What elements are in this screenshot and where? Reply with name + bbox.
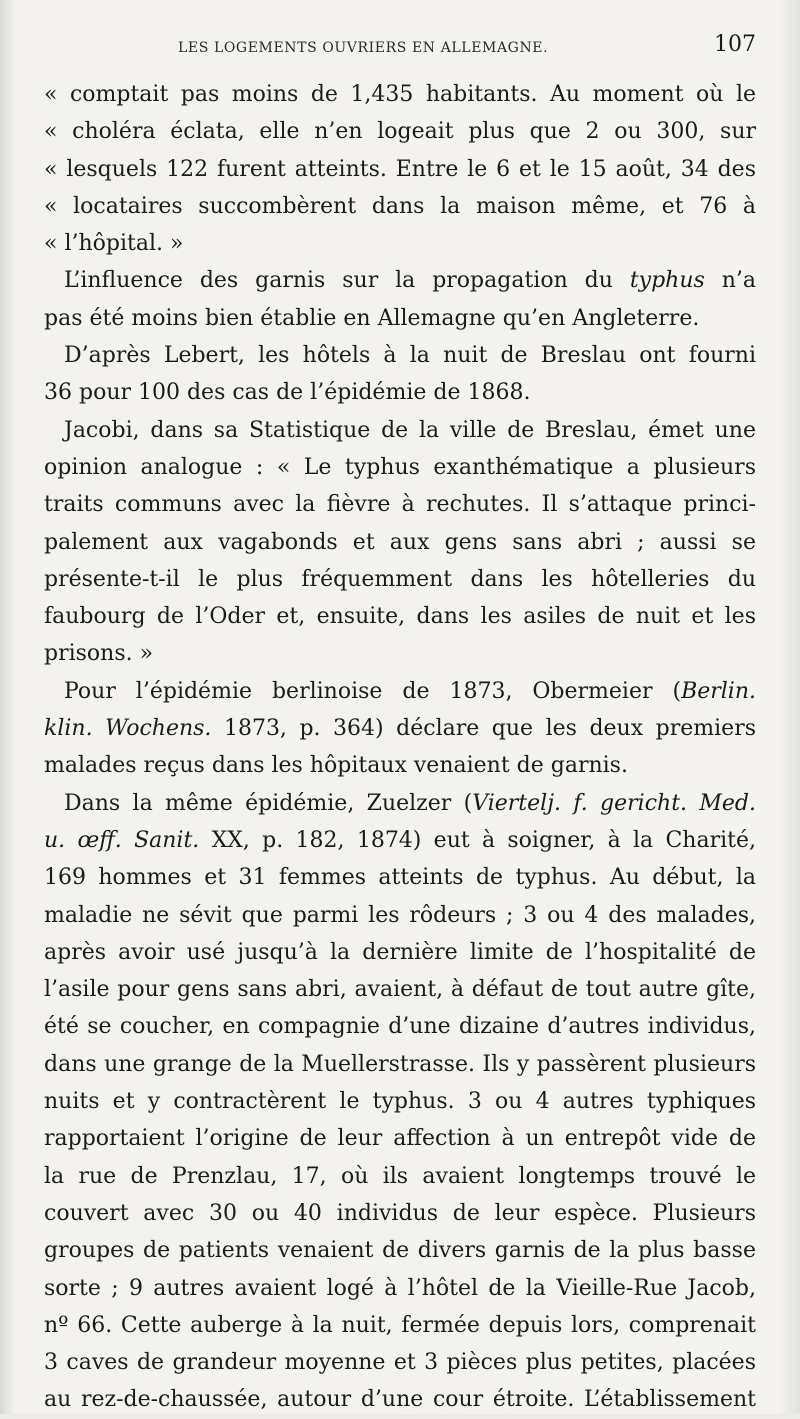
text-line [44,1008,756,1045]
italic-run: typhus [629,268,705,294]
text-run: faubourg de l’Oder et, ensuite, dans les asiles de nuit et les [44,604,756,630]
text-line [44,635,756,672]
text-line [44,785,756,822]
text-run: après avoir usé jusqu’à la dernière limite de l’hospitalité de [44,939,756,965]
text-run: rapportaient l’origine de leur affection à un entrepôt vide de [44,1126,756,1152]
text-run: Dans la même épidémie, Zuelzer ( [64,790,473,816]
text-run: « lesquels 122 furent atteints. Entre le 6 et le 15 août, 34 des [44,156,756,182]
text-line [44,1344,756,1381]
text-run: été se coucher, en compagnie d’une dizaine d’autres individus, [44,1014,756,1040]
text-run: L’influence des garnis sur la propagation du [64,268,630,294]
text-run: D’après Lebert, les hôtels à la nuit de Breslau ont fourni [64,343,756,369]
italic-run: Viertelj. f. gericht. Med. [472,790,756,816]
text-run: groupes de patients venaient de divers garnis de la plus basse [44,1238,756,1264]
text-line [44,151,756,188]
text-run: « choléra éclata, elle n’en logeait plus que 2 ou 300, sur [44,119,756,145]
text-line [44,76,756,113]
text-run: 169 hommes et 31 femmes atteints de typhus. Au début, la [44,865,756,891]
text-run: 3 caves de grandeur moyenne et 3 pièces plus petites, placées [44,1350,756,1376]
text-run: 36 pour 100 des cas de l’épidémie de 1868. [44,380,531,406]
body-text [44,76,756,1419]
text-line [44,1307,756,1344]
text-line [44,188,756,225]
text-run: n’a [704,268,756,294]
text-line [44,598,756,635]
page-header [60,30,756,70]
text-line [44,710,756,747]
text-line [44,1270,756,1307]
text-run: l’asile pour gens sans abri, avaient, à défaut de tout autre gîte, [44,977,756,1003]
text-line [44,747,756,784]
text-line [44,524,756,561]
italic-run: Berlin. [681,678,756,704]
running-head: LES LOGEMENTS OUVRIERS EN ALLEMAGNE. [178,40,549,56]
text-run: maladie ne sévit que parmi les rôdeurs ; 3 ou 4 des malades, [44,902,756,928]
text-line [44,1083,756,1120]
text-line [44,225,756,262]
text-line [44,897,756,934]
text-run: Jacobi, dans sa Statistique de la ville de Breslau, émet une [64,417,756,443]
text-line [44,300,756,337]
text-line [44,113,756,150]
text-run: nuits et y contractèrent le typhus. 3 ou 4 autres typhiques [44,1089,756,1115]
text-run: XX, p. 182, 1874) eut à soigner, à la Charité, [199,827,756,853]
text-line [44,1232,756,1269]
text-line [44,934,756,971]
text-run: traits communs avec la fièvre à rechutes. Il s’attaque princi- [44,492,756,518]
text-line [44,1381,756,1418]
text-run: malades reçus dans les hôpitaux venaient de garnis. [44,753,628,779]
text-run: palement aux vagabonds et aux gens sans abri ; aussi se [44,529,756,555]
text-line [44,1195,756,1232]
text-line [44,971,756,1008]
text-run: nº 66. Cette auberge à la nuit, fermée depuis lors, comprenait [44,1312,756,1338]
text-run: couvert avec 30 ou 40 individus de leur espèce. Plusieurs [44,1200,756,1226]
text-run: Pour l’épidémie berlinoise de 1873, Obermeier ( [64,678,682,704]
text-run: 1873, p. 364) déclare que les deux premiers [211,716,756,742]
text-line [44,486,756,523]
text-line [44,822,756,859]
text-run: sorte ; 9 autres avaient logé à l’hôtel de la Vieille-Rue Jacob, [44,1275,756,1301]
italic-run: u. œff. Sanit. [44,827,200,853]
text-line [44,449,756,486]
italic-run: klin. Wochens. [44,716,212,742]
text-run: opinion analogue : « Le typhus exanthématique a plusieurs [44,454,756,480]
text-line [44,1158,756,1195]
text-run: « l’hôpital. » [44,231,184,257]
text-run: prisons. » [44,641,154,667]
text-run: présente-t-il le plus fréquemment dans les hôtelleries du [44,566,756,592]
page-number: 107 [714,32,756,57]
text-run: au rez-de-chaussée, autour d’une cour étroite. L’établissement [44,1387,756,1413]
text-run: « comptait pas moins de 1,435 habitants. Au moment où le [44,82,756,107]
text-line [44,859,756,896]
text-run: la rue de Prenzlau, 17, où ils avaient longtemps trouvé le [44,1163,756,1189]
text-run: dans une grange de la Muellerstrasse. Ils y passèrent plusieurs [44,1051,756,1077]
text-line [44,561,756,598]
text-run: pas été moins bien établie en Allemagne qu’en Angleterre. [44,305,700,331]
text-line [44,412,756,449]
text-line [44,673,756,710]
text-run: « locataires succombèrent dans la maison même, et 76 à [44,193,756,219]
text-line [44,1120,756,1157]
text-line [44,374,756,411]
text-line [44,1046,756,1083]
text-line [44,262,756,299]
text-line [44,337,756,374]
